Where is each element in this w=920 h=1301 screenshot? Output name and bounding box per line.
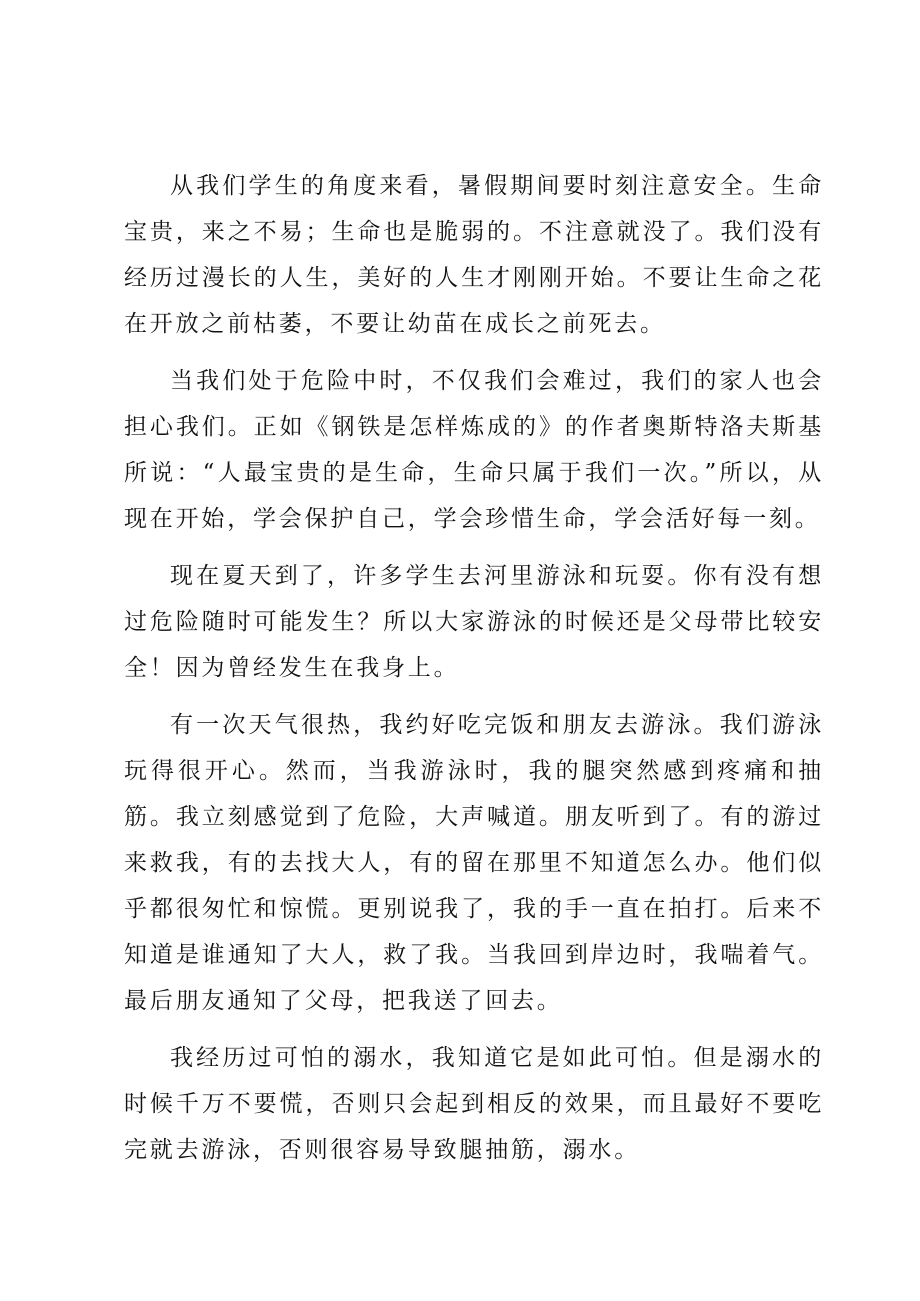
paragraph-3: 现在夏天到了，许多学生去河里游泳和玩耍。你有没有想过危险随时可能发生？所以大家游泳的时候还是父母带比较安全！因为曾经发生在我身上。 — [124, 563, 824, 681]
paragraph-2: 当我们处于危险中时，不仅我们会难过，我们的家人也会担心我们。正如《钢铁是怎样炼成的》的作者奥斯特洛夫斯基所说：“人最宝贵的是生命，生命只属于我们一次。”所以，从现在开始，学会保护自己，学会珍惜生命，学会活好每一刻。 — [124, 368, 824, 532]
paragraph-4: 有一次天气很热，我约好吃完饭和朋友去游泳。我们游泳玩得很开心。然而，当我游泳时，我的腿突然感到疼痛和抽筋。我立刻感觉到了危险，大声喊道。朋友听到了。有的游过来救我，有的去找大人，有的留在那里不知道怎么办。他们似乎都很匆忙和惊慌。更别说我了，我的手一直在拍打。后来不知道是谁通知了大人，救了我。当我回到岸边时，我喘着气。最后朋友通知了父母，把我送了回去。 — [124, 712, 824, 1014]
document-body — [124, 163, 824, 1184]
paragraph-1: 从我们学生的角度来看，暑假期间要时刻注意安全。生命宝贵，来之不易；生命也是脆弱的。不注意就没了。我们没有经历过漫长的人生，美好的人生才刚刚开始。不要让生命之花在开放之前枯萎，不要让幼苗在成长之前死去。 — [124, 173, 824, 337]
paragraph-5: 我经历过可怕的溺水，我知道它是如此可怕。但是溺水的时候千万不要慌，否则只会起到相反的效果，而且最好不要吃完就去游泳，否则很容易导致腿抽筋，溺水。 — [124, 1045, 824, 1163]
